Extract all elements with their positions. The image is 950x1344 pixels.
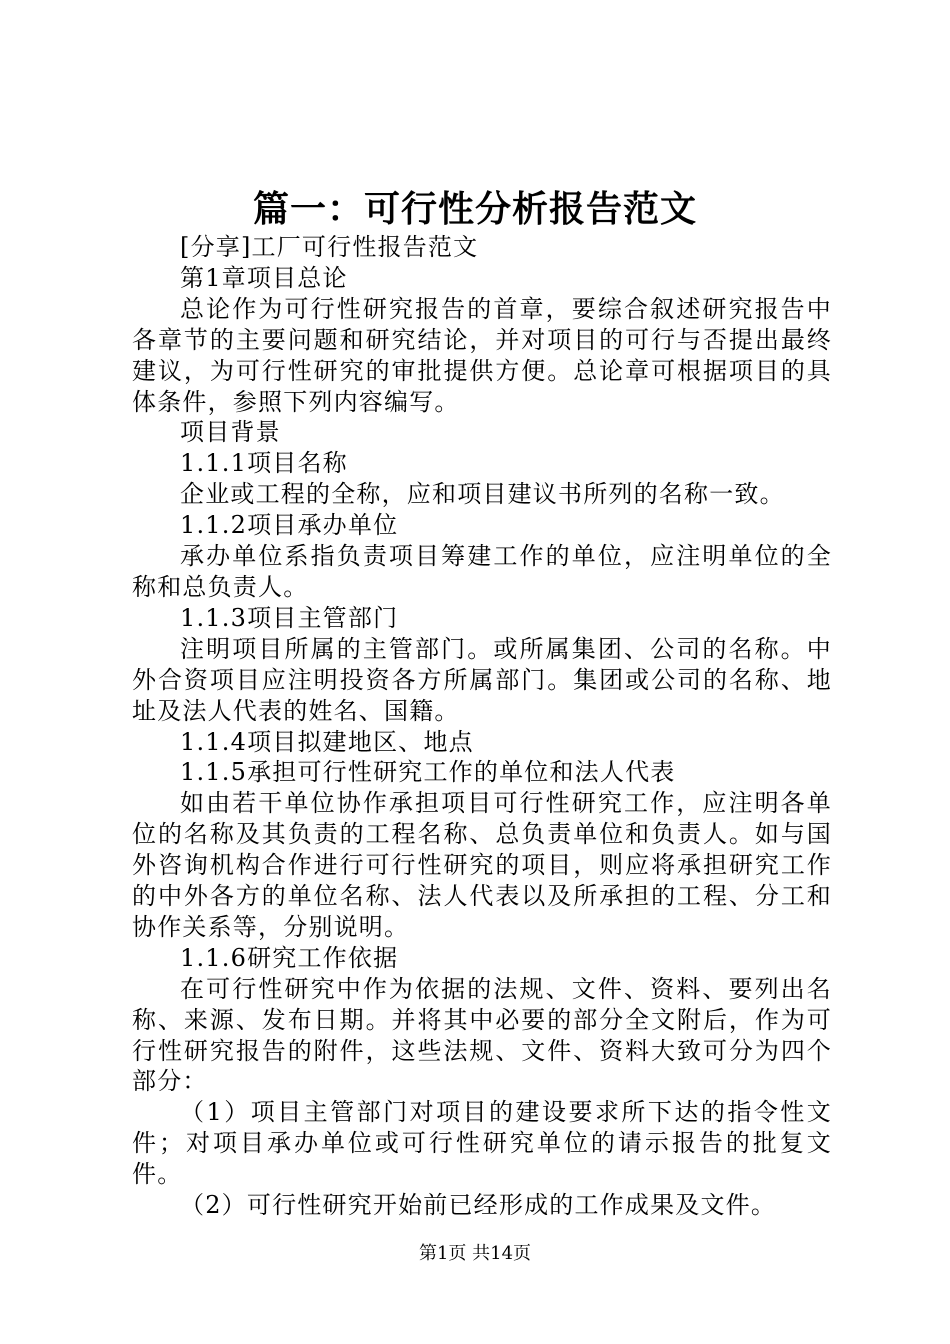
list-item-2: （2）可行性研究开始前已经形成的工作成果及文件。 [180,1191,777,1220]
list-item-1: （1）项目主管部门对项目的建设要求所下达的指令性文件；对项目承办单位或可行性研究单位的请示报告的批复文件。 [132,1098,832,1189]
document-body [132,232,832,1221]
paragraph-chapter-heading: 第1章项目总论 [180,263,348,292]
paragraph-overview: 总论作为可行性研究报告的首章，要综合叙述研究报告中各章节的主要问题和研究结论，并对项目的可行与否提出最终建议，为可行性研究的审批提供方便。总论章可根据项目的具体条件，参照下列内容编写。 [132,294,832,416]
paragraph-project-name: 企业或工程的全称，应和项目建议书所列的名称一致。 [180,480,785,509]
paragraph-background-heading: 项目背景 [180,418,281,447]
section-heading-1-1-1: 1.1.1项目名称 [180,449,348,478]
paragraph-undertaking-unit: 承办单位系指负责项目筹建工作的单位，应注明单位的全称和总负责人。 [132,542,832,601]
document-title: 篇一：可行性分析报告范文 [252,188,697,230]
paragraph-research-basis: 在可行性研究中作为依据的法规、文件、资料、要列出名称、来源、发布日期。并将其中必要的部分全文附后，作为可行性研究报告的附件，这些法规、文件、资料大致可分为四个部分： [132,974,832,1096]
paragraph-share-heading: [分享]工厂可行性报告范文 [180,233,479,261]
section-heading-1-1-3: 1.1.3项目主管部门 [180,603,399,632]
page-footer: 第1页 共14页 [418,1243,532,1264]
paragraph-research-unit: 如由若干单位协作承担项目可行性研究工作，应注明各单位的名称及其负责的工程名称、总负责单位和负责人。如与国外咨询机构合作进行可行性研究的项目，则应将承担研究工作的中外各方的单位名称、法人代表以及所承担的工程、分工和协作关系等，分别说明。 [132,789,832,941]
section-heading-1-1-5: 1.1.5承担可行性研究工作的单位和法人代表 [180,758,676,787]
section-heading-1-1-2: 1.1.2项目承办单位 [180,511,399,540]
section-heading-1-1-6: 1.1.6研究工作依据 [180,943,399,972]
paragraph-supervising-dept: 注明项目所属的主管部门。或所属集团、公司的名称。中外合资项目应注明投资各方所属部门。集团或公司的名称、地址及法人代表的姓名、国籍。 [132,634,832,725]
section-heading-1-1-4: 1.1.4项目拟建地区、地点 [180,727,474,756]
